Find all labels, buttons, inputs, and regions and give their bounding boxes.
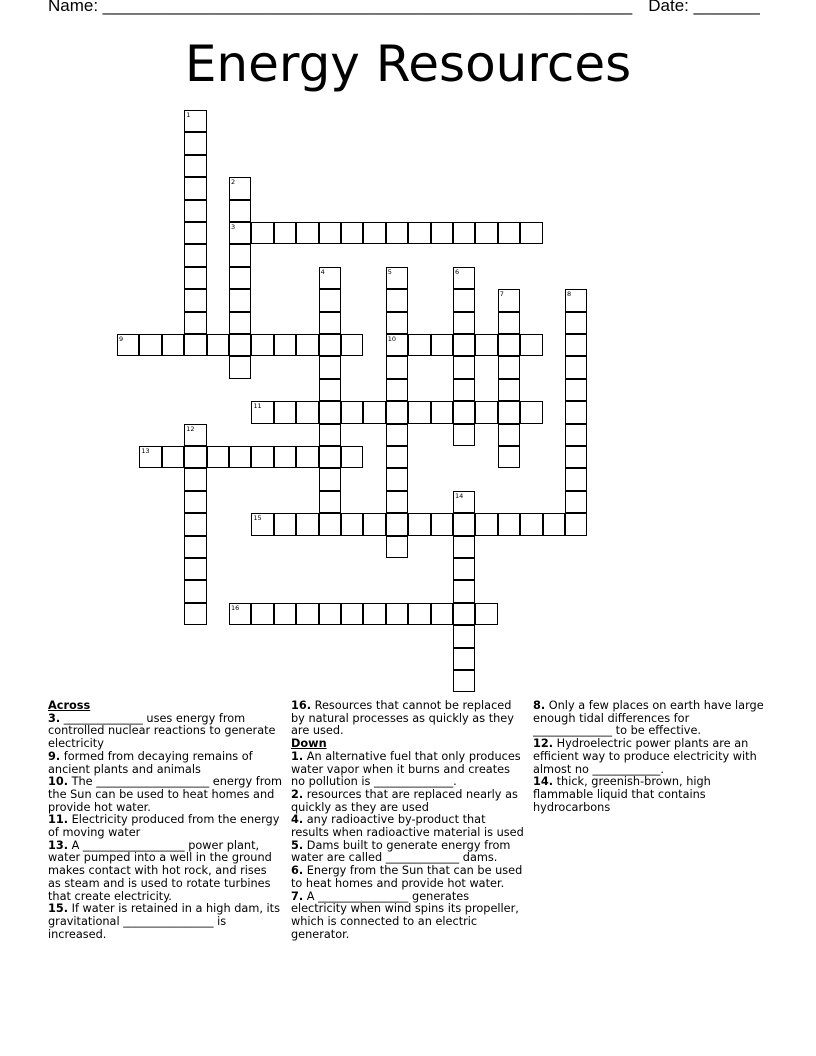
- clue-item-text: Electricity produced from the energy of moving water: [48, 813, 280, 840]
- clue-number: 1: [186, 111, 191, 119]
- crossword-cell[interactable]: [363, 401, 385, 423]
- crossword-cell[interactable]: [184, 177, 206, 199]
- crossword-cell[interactable]: [498, 222, 520, 244]
- clue-number: 15: [253, 514, 262, 523]
- down-heading: Down: [291, 737, 327, 751]
- clue-item: [291, 865, 525, 890]
- clue-item-number: 13.: [48, 838, 69, 852]
- crossword-cell[interactable]: [184, 110, 206, 132]
- crossword-cell[interactable]: [565, 401, 587, 423]
- clue-item-text: A __________________ power plant, water pumped into a well in the ground makes contact with hot rock, and rises as steam and is used to rotate turbines that create electricity.: [48, 838, 272, 903]
- clue-item-text: If water is retained in a high dam, its gravitational ________________ is increased.: [48, 902, 280, 941]
- crossword-cell[interactable]: [520, 334, 542, 356]
- clue-item-number: 6.: [291, 864, 304, 878]
- crossword-cell[interactable]: [251, 401, 273, 423]
- crossword-cell[interactable]: [207, 446, 229, 468]
- crossword-cell[interactable]: [453, 312, 475, 334]
- crossword-cell[interactable]: [453, 603, 475, 625]
- crossword-cell[interactable]: [319, 222, 341, 244]
- crossword-cell[interactable]: [274, 513, 296, 535]
- crossword-cell[interactable]: [386, 424, 408, 446]
- crossword-cell[interactable]: [229, 267, 251, 289]
- clue-item-number: 12.: [533, 737, 554, 751]
- clue-item-number: 1.: [291, 749, 304, 763]
- clue-item-number: 4.: [291, 813, 304, 827]
- crossword-cell[interactable]: [408, 401, 430, 423]
- clue-item: [291, 840, 525, 865]
- crossword-cell[interactable]: [431, 222, 453, 244]
- clue-number: 3: [231, 223, 236, 231]
- clue-item: [291, 814, 525, 839]
- crossword-cell[interactable]: [408, 513, 430, 535]
- crossword-cell[interactable]: [386, 603, 408, 625]
- crossword-cell[interactable]: [229, 603, 251, 625]
- clue-number: 16: [231, 603, 240, 612]
- clue-item: [48, 776, 282, 814]
- clue-number: 5: [387, 267, 392, 276]
- crossword-cell[interactable]: [386, 446, 408, 468]
- crossword-cell[interactable]: [319, 424, 341, 446]
- clue-item: [291, 789, 525, 814]
- clues-column-3: [533, 700, 769, 814]
- clue-item-number: 10.: [48, 775, 69, 789]
- crossword-cell[interactable]: [319, 289, 341, 311]
- crossword-cell[interactable]: [184, 603, 206, 625]
- crossword-cell[interactable]: [475, 334, 497, 356]
- crossword-cell[interactable]: [229, 446, 251, 468]
- crossword-cell[interactable]: [565, 334, 587, 356]
- crossword-cell[interactable]: [453, 558, 475, 580]
- crossword-cell[interactable]: [184, 244, 206, 266]
- clue-item-number: 7.: [291, 889, 304, 903]
- clue-item-text: The ____________________ energy from the Sun can be used to heat homes and provide hot water.: [48, 775, 283, 814]
- crossword-cell[interactable]: [251, 222, 273, 244]
- crossword-cell[interactable]: [341, 513, 363, 535]
- clue-item-number: 15.: [48, 902, 69, 916]
- crossword-cell[interactable]: [341, 603, 363, 625]
- crossword-cell[interactable]: [498, 379, 520, 401]
- crossword-cell[interactable]: [274, 401, 296, 423]
- clue-number: 4: [320, 267, 325, 276]
- crossword-cell[interactable]: [184, 155, 206, 177]
- crossword-cell[interactable]: [274, 222, 296, 244]
- crossword-cell[interactable]: [475, 603, 497, 625]
- crossword-cell[interactable]: [386, 536, 408, 558]
- clue-item-text: Dams built to generate energy from water are called _____________ dams.: [291, 838, 511, 865]
- name-field-label: Name: ________________________________________________________: [48, 0, 633, 15]
- clue-item: [48, 814, 282, 839]
- crossword-cell[interactable]: [453, 648, 475, 670]
- clue-item-number: 5.: [291, 838, 304, 852]
- crossword-cell[interactable]: [319, 603, 341, 625]
- crossword-cell[interactable]: [139, 446, 161, 468]
- crossword-cell[interactable]: [386, 289, 408, 311]
- crossword-cell[interactable]: [565, 513, 587, 535]
- crossword-cell[interactable]: [251, 513, 273, 535]
- crossword-cell[interactable]: [251, 446, 273, 468]
- date-field-label: Date: _______: [648, 0, 760, 15]
- crossword-cell[interactable]: [184, 132, 206, 154]
- crossword-cell[interactable]: [565, 356, 587, 378]
- crossword-cell[interactable]: [475, 401, 497, 423]
- crossword-cell[interactable]: [453, 670, 475, 692]
- clue-item-number: 2.: [291, 787, 304, 801]
- crossword-cell[interactable]: [565, 446, 587, 468]
- crossword-cell[interactable]: [386, 222, 408, 244]
- crossword-cell[interactable]: [296, 603, 318, 625]
- crossword-cell[interactable]: [207, 334, 229, 356]
- crossword-cell[interactable]: [498, 289, 520, 311]
- crossword-cell[interactable]: [162, 334, 184, 356]
- crossword-cell[interactable]: [319, 513, 341, 535]
- crossword-cell[interactable]: [408, 334, 430, 356]
- crossword-cell[interactable]: [386, 379, 408, 401]
- crossword-cell[interactable]: [229, 312, 251, 334]
- clue-number: 7: [499, 290, 504, 299]
- crossword-cell[interactable]: [184, 558, 206, 580]
- clue-number: 9: [119, 335, 124, 343]
- crossword-cell[interactable]: [229, 177, 251, 199]
- clue-item: [533, 738, 769, 776]
- crossword-cell[interactable]: [184, 312, 206, 334]
- crossword-cell[interactable]: [319, 491, 341, 513]
- clue-item-number: 9.: [48, 749, 61, 763]
- clue-number: 11: [253, 402, 262, 411]
- crossword-cell[interactable]: [498, 334, 520, 356]
- crossword-cell[interactable]: [184, 513, 206, 535]
- crossword-cell[interactable]: [296, 446, 318, 468]
- crossword-cell[interactable]: [274, 446, 296, 468]
- crossword-cell[interactable]: [184, 200, 206, 222]
- crossword-cell[interactable]: [498, 356, 520, 378]
- clue-item-number: 16.: [291, 699, 312, 712]
- crossword-cell[interactable]: [139, 334, 161, 356]
- crossword-cell[interactable]: [229, 222, 251, 244]
- crossword-cell[interactable]: [319, 267, 341, 289]
- clue-item-text: any radioactive by-product that results when radioactive material is used: [291, 813, 524, 840]
- crossword-cell[interactable]: [386, 334, 408, 356]
- crossword-cell[interactable]: [184, 334, 206, 356]
- crossword-cell[interactable]: [386, 356, 408, 378]
- clue-item-number: 11.: [48, 813, 69, 827]
- crossword-cell[interactable]: [431, 334, 453, 356]
- across-heading: Across: [48, 699, 91, 712]
- crossword-cell[interactable]: [386, 312, 408, 334]
- crossword-cell[interactable]: [543, 513, 565, 535]
- clue-number: 8: [567, 290, 572, 299]
- crossword-cell[interactable]: [296, 334, 318, 356]
- crossword-cell[interactable]: [184, 267, 206, 289]
- clue-item-number: 14.: [533, 775, 554, 789]
- down-clue-list-continued: [533, 700, 769, 814]
- crossword-cell[interactable]: [498, 424, 520, 446]
- clue-item-text: A ________________ generates electricity when wind spins its propeller, which is connected to an electric generator.: [291, 889, 519, 941]
- crossword-cell[interactable]: [453, 289, 475, 311]
- across-clue-list: [48, 713, 282, 942]
- crossword-cell[interactable]: [229, 200, 251, 222]
- crossword-cell[interactable]: [453, 356, 475, 378]
- crossword-cell[interactable]: [453, 401, 475, 423]
- clue-item-text: resources that are replaced nearly as quickly as they are used: [291, 787, 518, 814]
- crossword-cell[interactable]: [431, 401, 453, 423]
- crossword-cell[interactable]: [229, 334, 251, 356]
- clue-item-text: Resources that cannot be replaced by natural processes as quickly as they are used.: [291, 699, 514, 738]
- crossword-cell[interactable]: [251, 603, 273, 625]
- clue-item-text: thick, greenish-brown, high flammable liquid that contains hydrocarbons: [533, 775, 711, 814]
- crossword-cell[interactable]: [341, 222, 363, 244]
- crossword-cell[interactable]: [319, 401, 341, 423]
- crossword-cell[interactable]: [408, 603, 430, 625]
- crossword-cell[interactable]: [341, 401, 363, 423]
- crossword-cell[interactable]: [184, 424, 206, 446]
- crossword-cell[interactable]: [296, 401, 318, 423]
- crossword-cell[interactable]: [431, 513, 453, 535]
- crossword-cell[interactable]: [453, 222, 475, 244]
- crossword-cell[interactable]: [386, 491, 408, 513]
- crossword-cell[interactable]: [319, 312, 341, 334]
- crossword-cell[interactable]: [184, 289, 206, 311]
- clue-item: [291, 751, 525, 789]
- crossword-cell[interactable]: [453, 536, 475, 558]
- crossword-cell[interactable]: [184, 222, 206, 244]
- clue-number: 10: [387, 335, 397, 343]
- crossword-cell[interactable]: [453, 513, 475, 535]
- crossword-cell[interactable]: [184, 536, 206, 558]
- crossword-cell[interactable]: [431, 603, 453, 625]
- clue-item-text: formed from decaying remains of ancient plants and animals: [48, 749, 253, 776]
- crossword-cell[interactable]: [386, 513, 408, 535]
- crossword-cell[interactable]: [184, 468, 206, 490]
- clue-item: [48, 713, 282, 751]
- crossword-cell[interactable]: [274, 603, 296, 625]
- crossword-cell[interactable]: [363, 603, 385, 625]
- crossword-cell[interactable]: [453, 580, 475, 602]
- crossword-cell[interactable]: [319, 356, 341, 378]
- crossword-cell[interactable]: [319, 446, 341, 468]
- crossword-cell[interactable]: [498, 446, 520, 468]
- clues-column-2: [291, 700, 525, 941]
- crossword-cell[interactable]: [363, 513, 385, 535]
- clue-item: [48, 903, 282, 941]
- crossword-cell[interactable]: [229, 289, 251, 311]
- clue-item: [533, 776, 769, 814]
- down-clue-list: [291, 751, 525, 942]
- crossword-cell[interactable]: [498, 513, 520, 535]
- crossword-cell[interactable]: [453, 267, 475, 289]
- crossword-cell[interactable]: [184, 580, 206, 602]
- crossword-cell[interactable]: [386, 401, 408, 423]
- crossword-cell[interactable]: [341, 334, 363, 356]
- clues-column-1: [48, 700, 282, 941]
- clue-item: [291, 700, 525, 738]
- crossword-cell[interactable]: [386, 468, 408, 490]
- crossword-cell[interactable]: [229, 244, 251, 266]
- crossword-cell[interactable]: [565, 379, 587, 401]
- clue-number: 13: [141, 447, 150, 455]
- clue-item-number: 8.: [533, 699, 546, 712]
- crossword-cell[interactable]: [319, 379, 341, 401]
- crossword-cell[interactable]: [229, 356, 251, 378]
- crossword-cell[interactable]: [162, 446, 184, 468]
- crossword-cell[interactable]: [565, 424, 587, 446]
- crossword-cell[interactable]: [565, 491, 587, 513]
- clue-item-text: Energy from the Sun that can be used to heat homes and provide hot water.: [291, 864, 523, 890]
- crossword-cell[interactable]: [520, 513, 542, 535]
- crossword-cell[interactable]: [117, 334, 139, 356]
- crossword-cell[interactable]: [453, 334, 475, 356]
- crossword-cell[interactable]: [296, 222, 318, 244]
- clue-item-text: ______________ uses energy from controlled nuclear reactions to generate electricity: [48, 711, 276, 751]
- page-title: Energy Resources: [184, 35, 632, 93]
- clue-number: 12: [186, 424, 195, 433]
- crossword-cell[interactable]: [184, 491, 206, 513]
- clue-item: [48, 840, 282, 904]
- crossword-cell[interactable]: [319, 468, 341, 490]
- crossword-cell[interactable]: [565, 289, 587, 311]
- crossword-cell[interactable]: [453, 491, 475, 513]
- clue-number: 6: [455, 267, 460, 276]
- crossword-cell[interactable]: [274, 334, 296, 356]
- clue-item-number: 3.: [48, 711, 61, 725]
- crossword-cell[interactable]: [341, 446, 363, 468]
- clue-number: 2: [231, 178, 236, 187]
- clue-item-text: Only a few places on earth have large enough tidal differences for ______________ to be effective.: [533, 699, 764, 738]
- crossword-cell[interactable]: [184, 446, 206, 468]
- crossword-cell[interactable]: [296, 513, 318, 535]
- crossword-cell[interactable]: [453, 625, 475, 647]
- crossword-cell[interactable]: [453, 379, 475, 401]
- clue-number: 14: [455, 491, 464, 500]
- crossword-cell[interactable]: [363, 222, 385, 244]
- crossword-cell[interactable]: [520, 222, 542, 244]
- crossword-cell[interactable]: [498, 401, 520, 423]
- crossword-cell[interactable]: [565, 312, 587, 334]
- crossword-cell[interactable]: [251, 334, 273, 356]
- clue-item: [533, 700, 769, 738]
- clue-item-text: An alternative fuel that only produces water vapor when it burns and creates no pollution is ______________.: [291, 749, 521, 789]
- crossword-cell[interactable]: [408, 222, 430, 244]
- across-clue-list-continued: [291, 700, 525, 738]
- crossword-cell[interactable]: [498, 312, 520, 334]
- clue-item: [291, 891, 525, 942]
- crossword-cell[interactable]: [453, 424, 475, 446]
- clue-item-text: Hydroelectric power plants are an efficient way to produce electricity with almost no ____________.: [533, 737, 757, 776]
- crossword-cell[interactable]: [520, 401, 542, 423]
- crossword-cell[interactable]: [475, 513, 497, 535]
- crossword-cell[interactable]: [319, 334, 341, 356]
- crossword-cell[interactable]: [386, 267, 408, 289]
- clue-item: [48, 751, 282, 776]
- crossword-cell[interactable]: [475, 222, 497, 244]
- crossword-cell[interactable]: [565, 468, 587, 490]
